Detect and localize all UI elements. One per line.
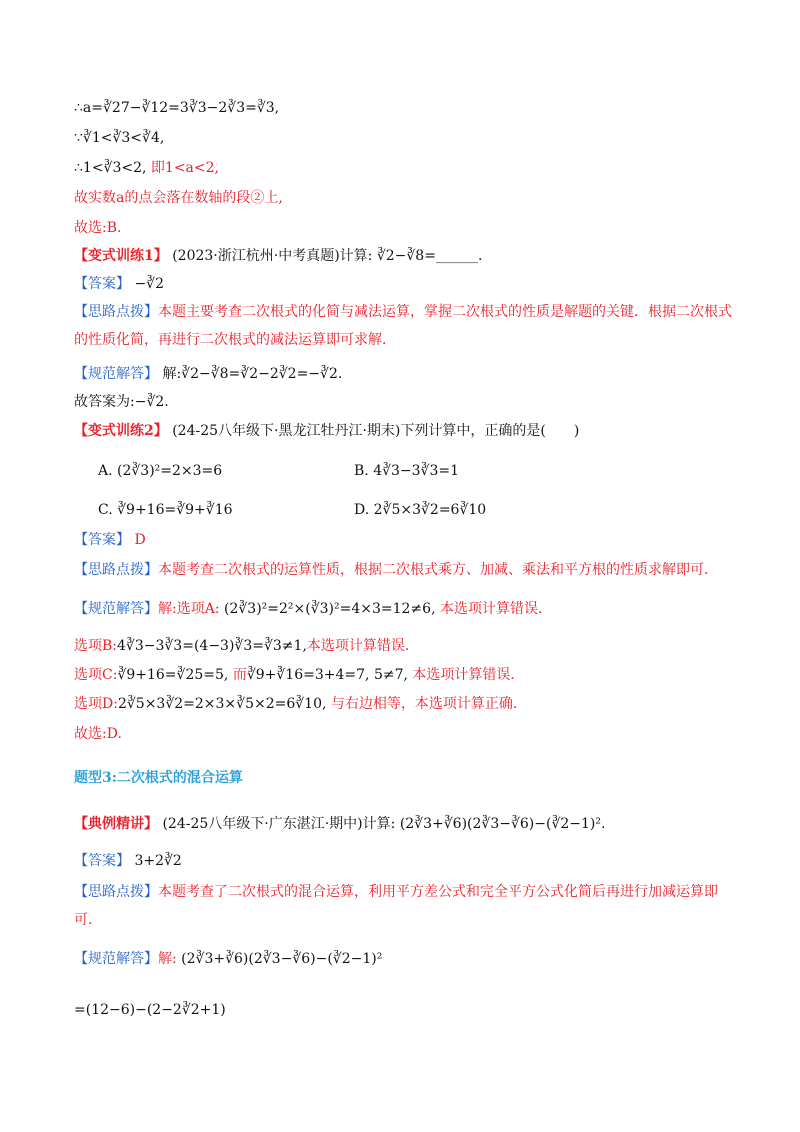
solution-tag: 【规范解答】 bbox=[74, 601, 158, 617]
answer-tag: 【答案】 bbox=[74, 532, 130, 548]
variant-2-question bbox=[74, 421, 740, 441]
solution-c-verdict: 本选项计算错误． bbox=[412, 667, 525, 683]
solution-d-label: 选项D: bbox=[74, 696, 118, 712]
solution-line-3 bbox=[74, 158, 740, 178]
solution-a-math: (2∛3)²=2²×(∛3)²=4×3=12≠6, bbox=[224, 601, 436, 617]
answer-tag: 【答案】 bbox=[74, 276, 130, 292]
example-solution bbox=[74, 949, 740, 969]
variant-2-hint bbox=[74, 560, 740, 580]
variant-1-final: 故答案为:−∛2. bbox=[74, 394, 169, 410]
solution-label: 解: bbox=[158, 951, 177, 967]
section-heading: 题型3:二次根式的混合运算 bbox=[74, 770, 243, 786]
solution-b-label: 选项B: bbox=[74, 638, 118, 654]
example-tag: 【典例精讲】 bbox=[74, 816, 158, 832]
hint-text: 本题主要考查二次根式的化简与减法运算，掌握二次根式的性质是解题的关键．根据二次根式的性质化简，再进行二次根式的减法运算即可求解． bbox=[74, 304, 732, 348]
solution-c-math-2: ∛9+∛16=3+4=7, bbox=[246, 667, 370, 683]
solution-d-math: 2∛5×3∛2=2×3×∛5×2=6∛10, bbox=[117, 696, 327, 712]
example-expression: (2∛3+∛6)(2∛3−∛6)−(∛2−1)². bbox=[399, 816, 606, 832]
variant-1-hint bbox=[74, 298, 740, 354]
variant-1-question bbox=[74, 246, 740, 266]
hint-text: 本题考查了二次根式的混合运算，利用平方差公式和完全平方公式化简后再进行加减运算即可． bbox=[74, 884, 718, 928]
answer-value: 3+2∛2 bbox=[134, 853, 182, 869]
solution-c-math-3: 5≠7, bbox=[373, 667, 408, 683]
solution-tag: 【规范解答】 bbox=[74, 366, 158, 382]
variant-2-solution-b bbox=[74, 636, 740, 656]
example-answer bbox=[74, 851, 740, 871]
inequality-conclusion: 即1<a<2, bbox=[150, 160, 219, 176]
variant-2-source: (24-25八年级下·黑龙江牡丹江·期末)下列计算中，正确的是( ) bbox=[172, 423, 580, 439]
option-d: D. 2∛5×3∛2=6∛10 bbox=[354, 502, 487, 518]
variant-2-solution-d bbox=[74, 694, 740, 714]
inequality-text: ∴1<∛3<2, bbox=[74, 160, 147, 176]
variant-2-answer bbox=[74, 530, 740, 550]
variant-1-answer bbox=[74, 274, 740, 294]
solution-text: 解:∛2−∛8=∛2−2∛2=−∛2. bbox=[162, 366, 343, 382]
variant-2-solution-c bbox=[74, 665, 740, 685]
solution-line-5: 故选:B. bbox=[74, 220, 122, 236]
option-a: A. (2∛3)²=2×3=6 bbox=[98, 463, 223, 479]
solution-d-verdict: 与右边相等，本选项计算正确． bbox=[330, 696, 527, 712]
solution-a-verdict: 本选项计算错误． bbox=[439, 601, 552, 617]
example-hint bbox=[74, 878, 740, 934]
solution-line-2: ∵∛1<∛3<∛4, bbox=[74, 130, 165, 146]
solution-expression: (2∛3+∛6)(2∛3−∛6)−(∛2−1)² bbox=[181, 951, 383, 967]
variant-1-tag: 【变式训练1】 bbox=[74, 248, 168, 264]
option-c: C. ∛9+16=∛9+∛16 bbox=[98, 502, 233, 518]
answer-tag: 【答案】 bbox=[74, 853, 130, 869]
example-question bbox=[74, 814, 740, 834]
option-b: B. 4∛3−3∛3=1 bbox=[354, 463, 460, 479]
solution-c-connector: 而 bbox=[232, 667, 247, 683]
answer-value: D bbox=[134, 532, 146, 548]
variant-1-expression: ∛2−∛8=______. bbox=[376, 248, 483, 264]
variant-1-source: (2023·浙江杭州·中考真题)计算: bbox=[172, 248, 373, 264]
answer-value: −∛2 bbox=[134, 276, 165, 292]
solution-c-label: 选项C: bbox=[74, 667, 118, 683]
example-source: (24-25八年级下·广东湛江·期中)计算: bbox=[162, 816, 396, 832]
example-step-2: =(12−6)−(2−2∛2+1) bbox=[74, 1002, 226, 1018]
hint-tag: 【思路点拨】 bbox=[74, 884, 158, 900]
hint-tag: 【思路点拨】 bbox=[74, 562, 158, 578]
solution-tag: 【规范解答】 bbox=[74, 951, 158, 967]
solution-a-label: 解:选项A: bbox=[158, 601, 220, 617]
hint-text: 本题考查二次根式的运算性质，根据二次根式乘方、加减、乘法和平方根的性质求解即可． bbox=[158, 562, 718, 578]
hint-tag: 【思路点拨】 bbox=[74, 304, 158, 320]
variant-2-tag: 【变式训练2】 bbox=[74, 423, 168, 439]
variant-2-solution-a bbox=[74, 599, 740, 619]
variant-2-final: 故选:D. bbox=[74, 726, 122, 742]
solution-b-verdict: 本选项计算错误． bbox=[306, 638, 419, 654]
variant-1-solution bbox=[74, 364, 740, 384]
solution-line-1: ∴a=∛27−∛12=3∛3−2∛3=∛3, bbox=[74, 100, 280, 116]
solution-line-4: 故实数a的点会落在数轴的段②上, bbox=[74, 190, 283, 206]
solution-c-math-1: ∛9+16=∛25=5, bbox=[117, 667, 229, 683]
solution-b-math: 4∛3−3∛3=(4−3)∛3=∛3≠1, bbox=[117, 638, 307, 654]
